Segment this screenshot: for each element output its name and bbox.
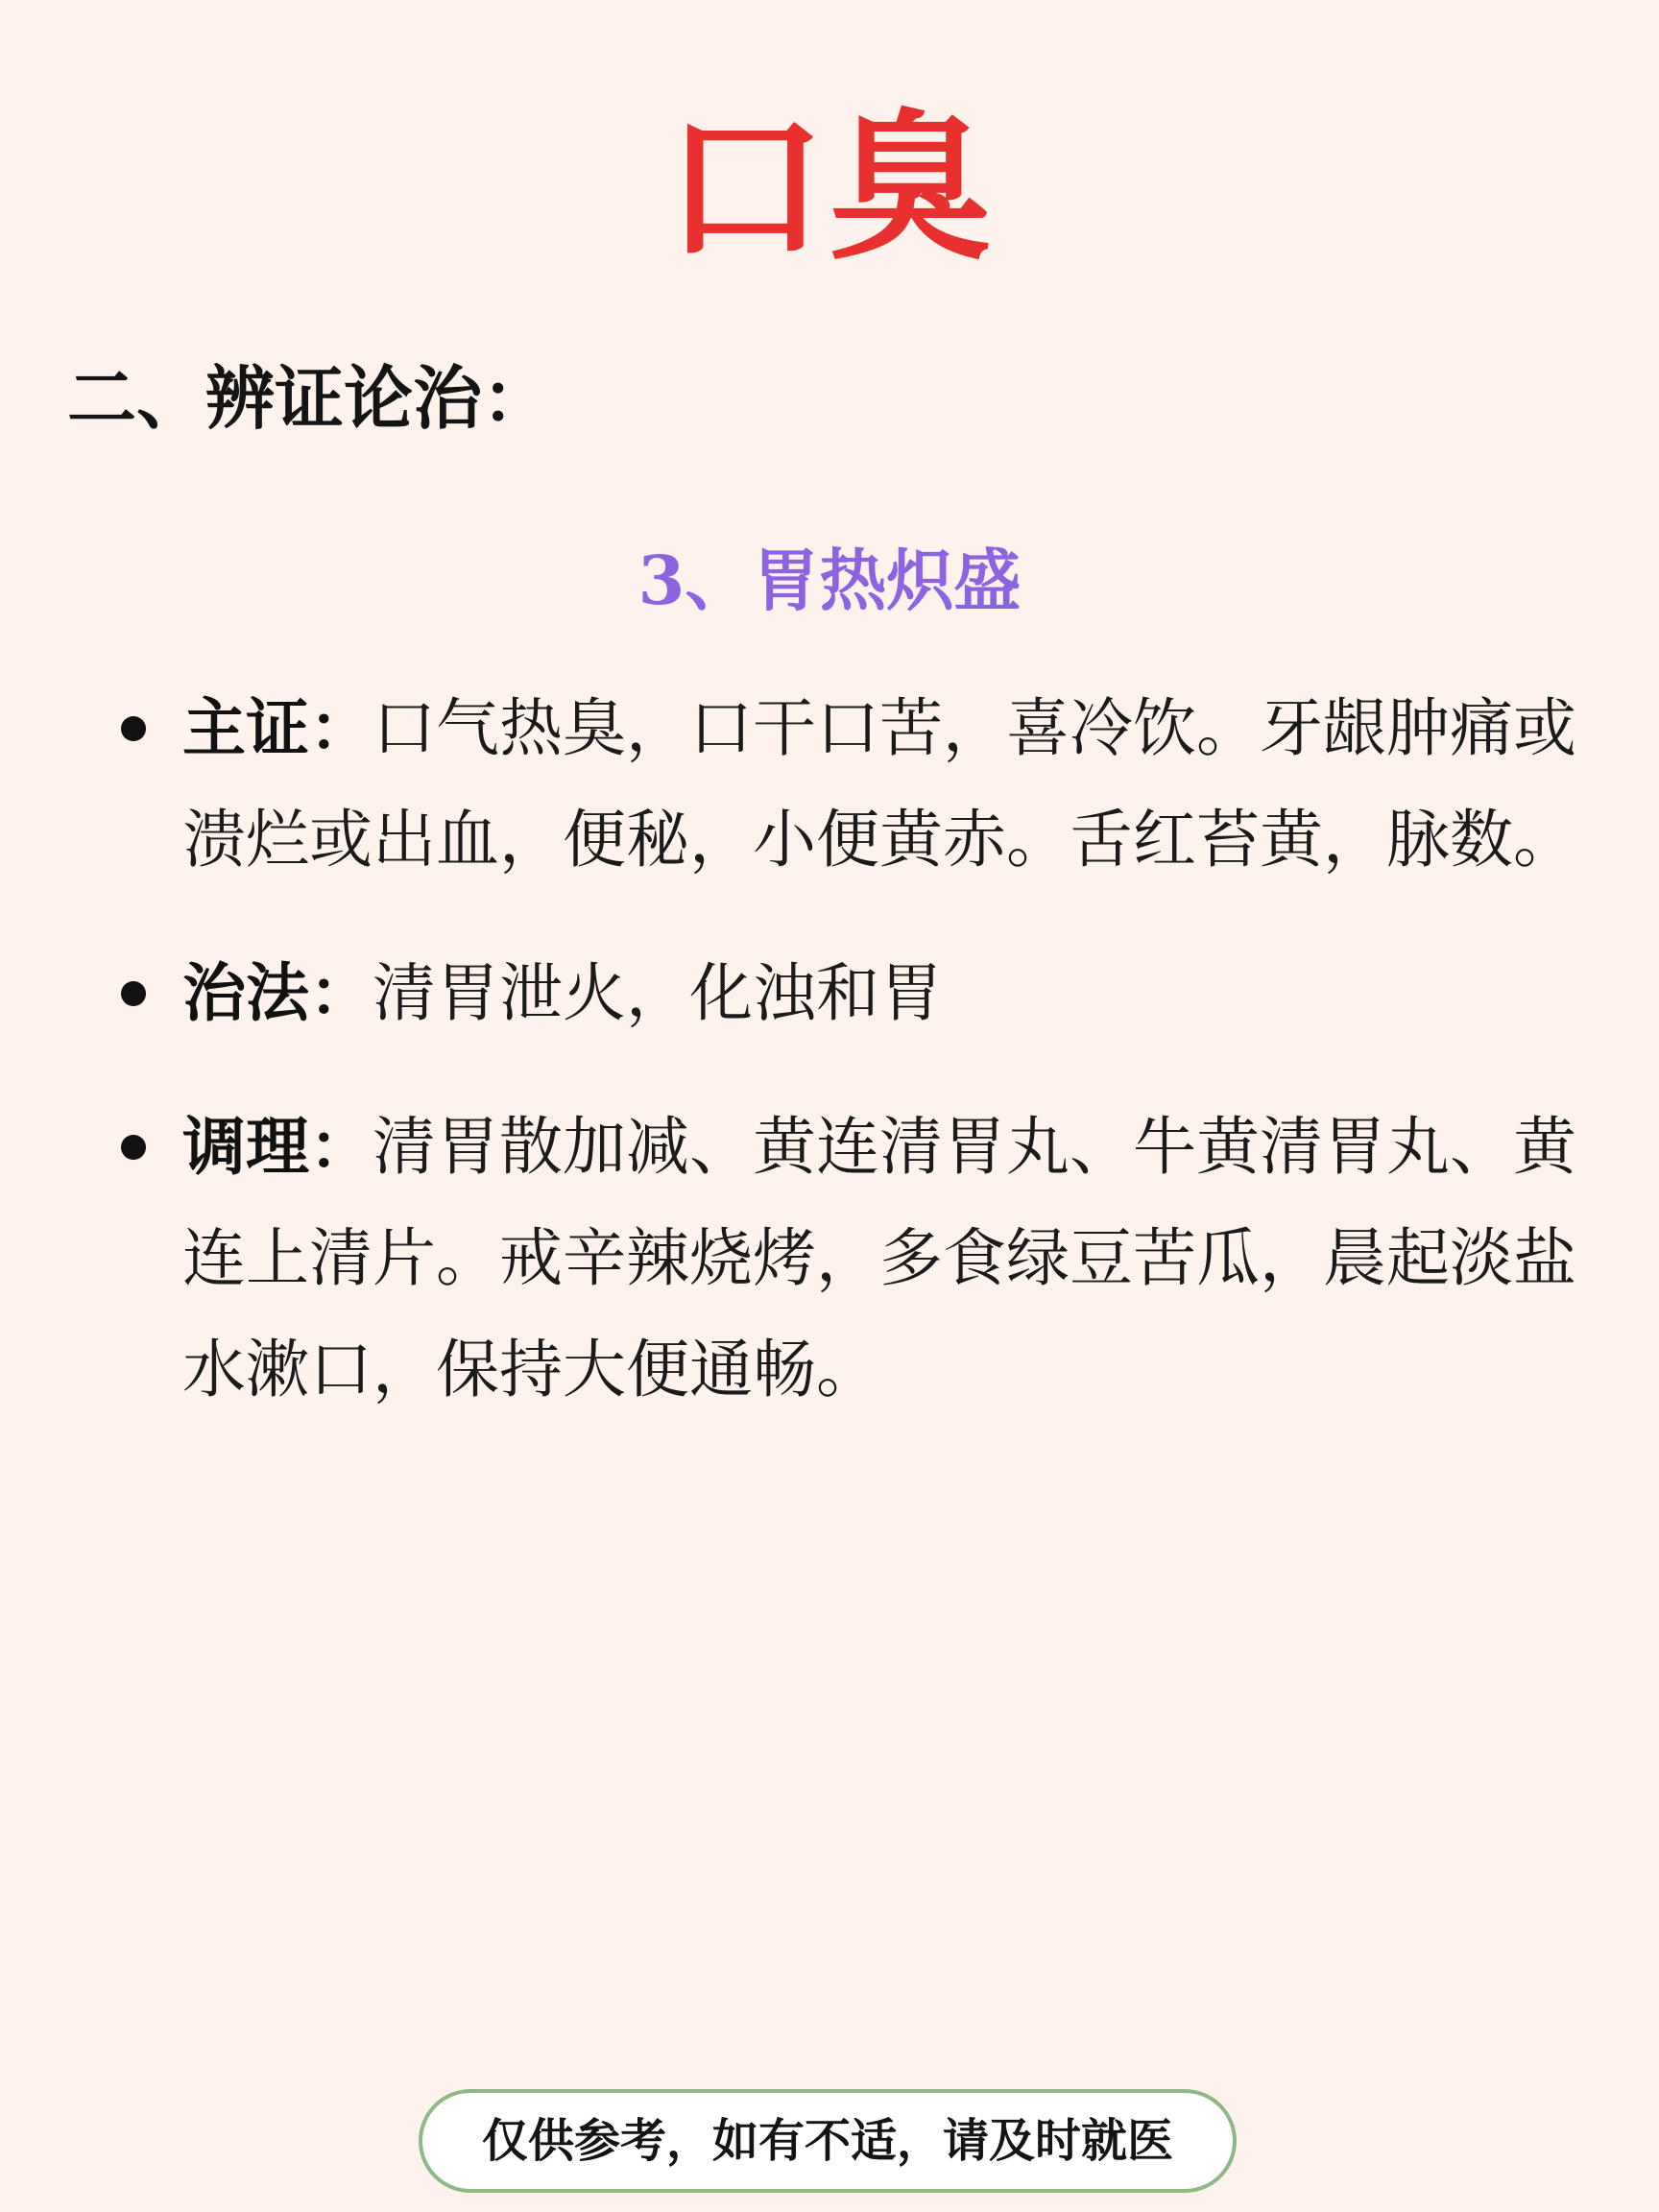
item-text: 清胃散加减、黄连清胃丸、牛黄清胃丸、黄连上清片。戒辛辣烧烤，多食绿豆苦瓜，晨起淡盐水漱口，保持大便通畅。	[182, 1110, 1576, 1407]
subsection-heading: 3、胃热炽盛	[637, 541, 1022, 620]
page-title: 口臭	[664, 92, 995, 282]
bullet-icon	[121, 716, 146, 741]
list-item-regimen	[182, 1091, 1594, 1426]
bullet-icon	[121, 1135, 146, 1160]
bullet-icon	[121, 981, 146, 1006]
item-text: 口气热臭，口干口苦，喜冷饮。牙龈肿痛或溃烂或出血，便秘，小便黄赤。舌红苔黄，脉数。	[182, 691, 1576, 877]
section-heading: 二、辨证论治：	[67, 357, 552, 439]
item-label: 调理：	[182, 1109, 373, 1184]
list-item-main-symptoms	[182, 672, 1594, 896]
item-text: 清胃泄火，化浊和胃	[373, 956, 943, 1030]
disclaimer-badge: 仅供参考，如有不适，请及时就医	[419, 2089, 1237, 2193]
item-label: 治法：	[182, 955, 373, 1030]
item-label: 主证：	[182, 690, 373, 765]
symptom-list	[0, 672, 1659, 1467]
list-item-treatment-method	[182, 937, 1594, 1049]
